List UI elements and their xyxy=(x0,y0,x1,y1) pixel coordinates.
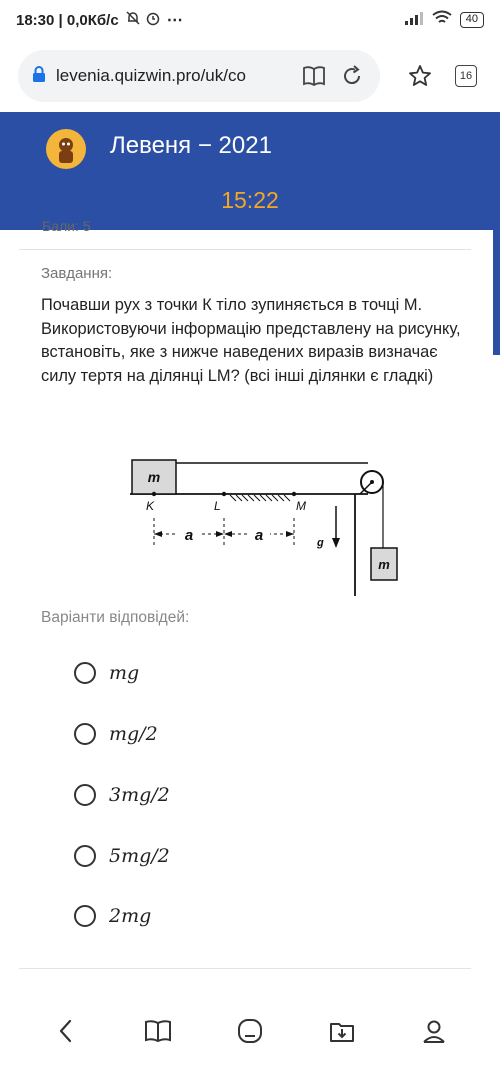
question-text: Почавши рух з точки К тіло зупиняється в точці М. Використовуючи інформацію представлену на рисунку, встановіть, яке з нижче наведених виразів визначає силу тертя на ділянці LM? (всі інші ділянки є гладкі) xyxy=(41,296,461,385)
answer-text[interactable]: 2mg xyxy=(109,905,152,927)
reload-icon[interactable] xyxy=(338,62,366,90)
browser-bottom-nav xyxy=(0,996,500,1066)
back-icon[interactable] xyxy=(52,1017,80,1045)
lock-icon[interactable] xyxy=(32,66,46,87)
home-icon[interactable] xyxy=(236,1017,264,1045)
battery-icon: 40 xyxy=(460,12,484,28)
browser-toolbar xyxy=(0,40,500,112)
answer-option[interactable] xyxy=(74,662,139,684)
answers-label: Варіанти відповідей: xyxy=(41,609,190,626)
arrow-head-2 xyxy=(216,531,224,537)
arrow-head-1 xyxy=(154,531,162,537)
divider xyxy=(19,968,471,969)
bookmarks-icon[interactable] xyxy=(144,1017,172,1045)
reader-mode-icon[interactable] xyxy=(300,62,328,90)
point-l-label: L xyxy=(214,499,221,513)
wifi-icon xyxy=(432,10,452,30)
point-k-label: K xyxy=(146,499,155,513)
answer-text[interactable]: mg xyxy=(109,662,140,684)
star-icon[interactable] xyxy=(406,62,434,90)
site-title[interactable]: Левеня − 2021 xyxy=(110,132,272,159)
more-icon: ⋯ xyxy=(166,12,183,29)
answer-option[interactable] xyxy=(74,905,151,927)
mute-icon xyxy=(125,10,141,30)
friction-hatch xyxy=(230,495,290,501)
profile-icon[interactable] xyxy=(420,1017,448,1045)
answer-option[interactable] xyxy=(74,723,158,745)
radio-button[interactable] xyxy=(74,784,96,806)
site-logo[interactable] xyxy=(46,129,86,169)
url-text[interactable]: levenia.quizwin.pro/uk/co xyxy=(56,66,246,85)
answer-option[interactable] xyxy=(74,845,170,867)
status-time: 18:30 | 0,0Кб/с xyxy=(16,11,119,29)
site-header xyxy=(0,112,500,230)
answer-text[interactable]: 3mg/2 xyxy=(109,784,170,806)
divider xyxy=(19,249,471,250)
quiz-timer: 15:22 xyxy=(221,187,279,213)
status-bar xyxy=(0,0,500,40)
signal-icon xyxy=(404,11,424,29)
radio-button[interactable] xyxy=(74,905,96,927)
address-bar[interactable] xyxy=(18,50,380,102)
tabs-icon[interactable] xyxy=(452,62,480,90)
answer-option[interactable] xyxy=(74,784,170,806)
radio-button[interactable] xyxy=(74,845,96,867)
downloads-icon[interactable] xyxy=(328,1017,356,1045)
alarm-icon xyxy=(145,10,161,30)
answer-text[interactable]: mg/2 xyxy=(109,723,158,745)
radio-button[interactable] xyxy=(74,723,96,745)
block-top-label: m xyxy=(147,469,161,485)
dimension-guides xyxy=(154,518,294,548)
point-m-label: M xyxy=(296,499,306,513)
arrow-head-3 xyxy=(224,531,232,537)
arrow-head-4 xyxy=(286,531,294,537)
gravity-arrow-head xyxy=(332,538,340,548)
task-label: Завдання: xyxy=(41,265,113,282)
point-k-dot xyxy=(152,492,156,496)
radio-button[interactable] xyxy=(74,662,96,684)
scrollbar-thumb[interactable] xyxy=(493,230,500,355)
segment-2-label: a xyxy=(254,527,264,544)
gravity-label: g xyxy=(317,537,324,549)
block-hanging-label: m xyxy=(378,557,390,572)
score-text: Бали: 5 xyxy=(42,218,91,234)
point-l-dot xyxy=(222,492,226,496)
segment-1-label: a xyxy=(184,527,194,544)
tab-count[interactable]: 16 xyxy=(455,65,477,87)
point-m-dot xyxy=(292,492,296,496)
physics-diagram xyxy=(110,448,410,600)
answer-text[interactable]: 5mg/2 xyxy=(109,845,170,867)
